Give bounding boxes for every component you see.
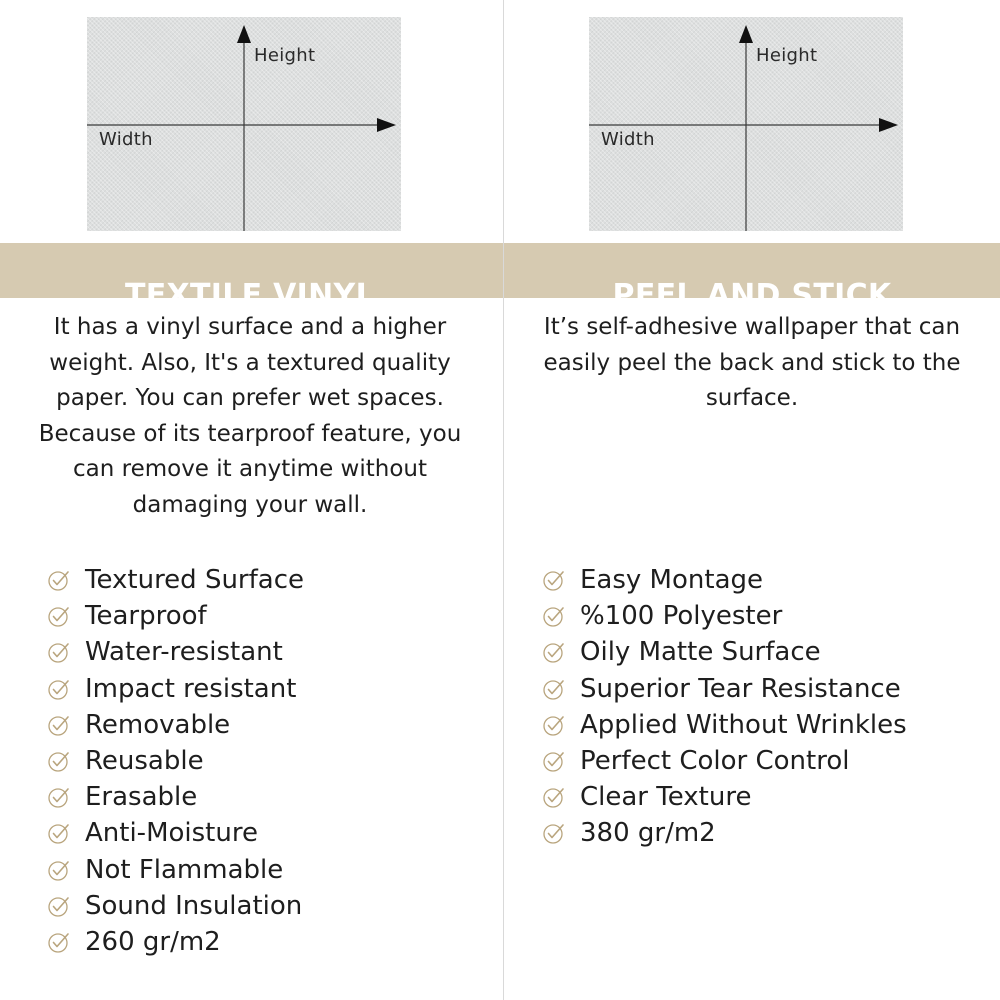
check-circle-icon bbox=[47, 858, 71, 882]
check-circle-icon bbox=[542, 677, 566, 701]
check-circle-icon bbox=[542, 713, 566, 737]
feature-label: Perfect Color Control bbox=[580, 746, 850, 777]
feature-item bbox=[47, 707, 304, 743]
feature-item bbox=[542, 562, 907, 598]
feature-item bbox=[47, 815, 304, 851]
feature-label: Not Flammable bbox=[85, 854, 284, 885]
feature-item bbox=[47, 743, 304, 779]
check-circle-icon bbox=[542, 785, 566, 809]
width-label: Width bbox=[601, 129, 655, 150]
feature-label: 380 gr/m2 bbox=[580, 818, 716, 849]
feature-label: Water-resistant bbox=[85, 637, 283, 668]
check-circle-icon bbox=[47, 785, 71, 809]
feature-label: Tearproof bbox=[85, 601, 207, 632]
feature-label: Easy Montage bbox=[580, 565, 764, 596]
check-circle-icon bbox=[542, 749, 566, 773]
feature-label: Textured Surface bbox=[85, 565, 304, 596]
arrow-right-icon bbox=[377, 118, 396, 132]
check-circle-icon bbox=[47, 894, 71, 918]
dimension-axes bbox=[589, 17, 903, 231]
arrow-right-icon bbox=[879, 118, 898, 132]
feature-label: Applied Without Wrinkles bbox=[580, 709, 907, 740]
peel-and-stick-description: It’s self-adhesive wallpaper that can easily peel the back and stick to the surface. bbox=[543, 314, 961, 411]
height-label: Height bbox=[254, 45, 316, 66]
peel-and-stick-title: PEEL AND STICK bbox=[612, 277, 892, 313]
textile-vinyl-title: TEXTILE VINYL bbox=[125, 277, 375, 313]
peel-and-stick-column bbox=[502, 0, 1000, 1000]
feature-label: Sound Insulation bbox=[85, 890, 303, 921]
feature-label: Oily Matte Surface bbox=[580, 637, 821, 668]
feature-label: 260 gr/m2 bbox=[85, 926, 221, 957]
check-circle-icon bbox=[47, 640, 71, 664]
check-circle-icon bbox=[47, 677, 71, 701]
check-circle-icon bbox=[47, 821, 71, 845]
feature-item bbox=[47, 888, 304, 924]
feature-item bbox=[542, 707, 907, 743]
check-circle-icon bbox=[542, 604, 566, 628]
feature-item bbox=[542, 634, 907, 670]
peel-and-stick-swatch bbox=[589, 17, 903, 231]
dimension-axes bbox=[87, 17, 401, 231]
feature-label: Superior Tear Resistance bbox=[580, 673, 901, 704]
check-circle-icon bbox=[47, 749, 71, 773]
arrow-up-icon bbox=[739, 25, 753, 43]
feature-item bbox=[542, 743, 907, 779]
feature-item bbox=[542, 671, 907, 707]
check-circle-icon bbox=[542, 821, 566, 845]
check-circle-icon bbox=[542, 568, 566, 592]
feature-label: %100 Polyester bbox=[580, 601, 783, 632]
feature-label: Removable bbox=[85, 709, 231, 740]
feature-label: Clear Texture bbox=[580, 782, 752, 813]
feature-item bbox=[47, 598, 304, 634]
width-label: Width bbox=[99, 129, 153, 150]
peel-and-stick-feature-list bbox=[542, 562, 907, 852]
feature-label: Reusable bbox=[85, 746, 204, 777]
feature-item bbox=[47, 852, 304, 888]
feature-label: Anti-Moisture bbox=[85, 818, 258, 849]
check-circle-icon bbox=[47, 568, 71, 592]
feature-item bbox=[542, 815, 907, 851]
textile-vinyl-swatch bbox=[87, 17, 401, 231]
feature-item bbox=[47, 779, 304, 815]
check-circle-icon bbox=[47, 604, 71, 628]
feature-item bbox=[542, 598, 907, 634]
feature-item bbox=[47, 671, 304, 707]
check-circle-icon bbox=[542, 640, 566, 664]
feature-item bbox=[47, 562, 304, 598]
feature-item bbox=[47, 634, 304, 670]
check-circle-icon bbox=[47, 930, 71, 954]
check-circle-icon bbox=[47, 713, 71, 737]
height-label: Height bbox=[756, 45, 818, 66]
feature-label: Impact resistant bbox=[85, 673, 297, 704]
feature-item bbox=[542, 779, 907, 815]
feature-item bbox=[47, 924, 304, 960]
feature-label: Erasable bbox=[85, 782, 198, 813]
textile-vinyl-description: It has a vinyl surface and a higher weight. Also, It's a textured quality paper. You can prefer wet spaces. Because of its tearproof feature, you can remove it anytime without damaging your wall. bbox=[38, 314, 462, 518]
textile-vinyl-feature-list bbox=[47, 562, 304, 960]
arrow-up-icon bbox=[237, 25, 251, 43]
